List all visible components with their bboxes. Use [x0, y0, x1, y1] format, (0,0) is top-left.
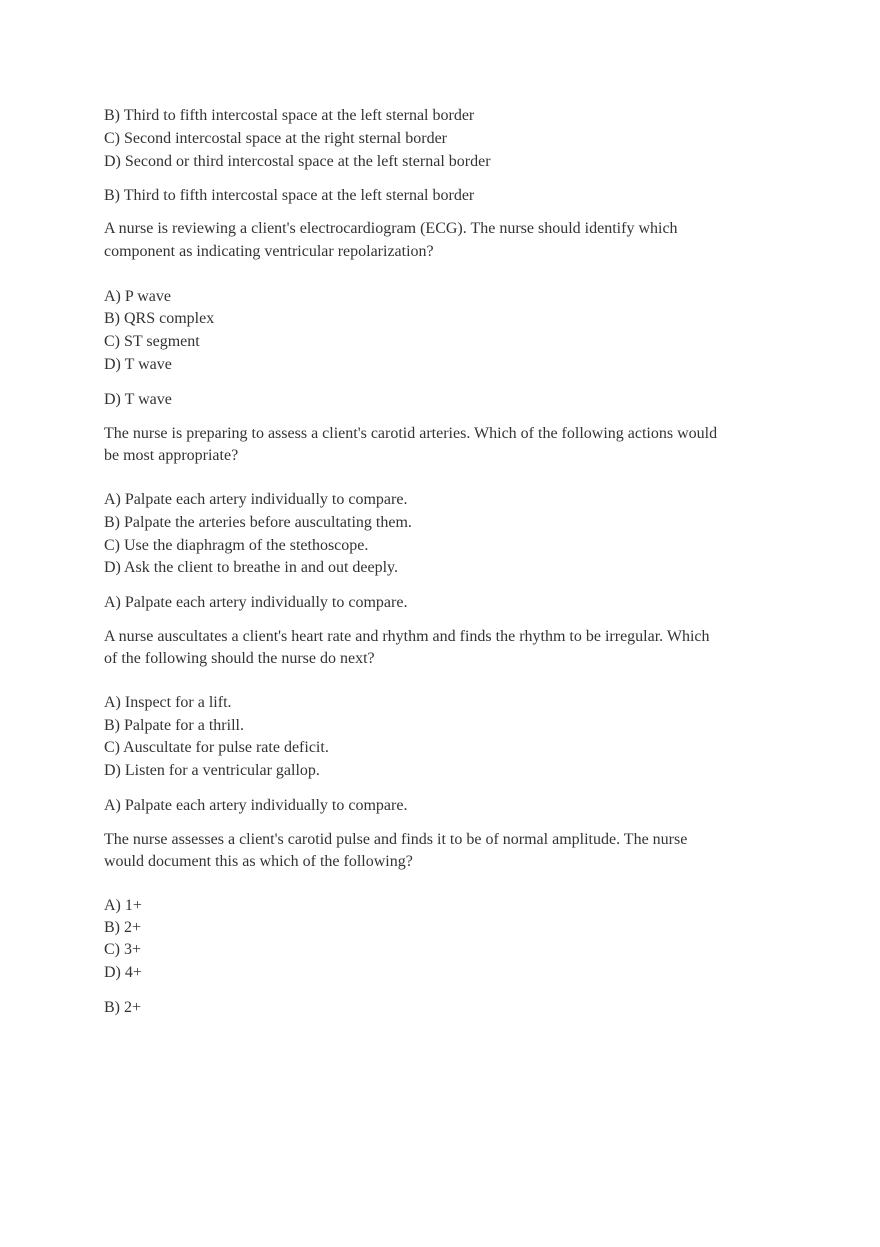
answer-line: A) Palpate each artery individually to compare. [104, 594, 408, 611]
question-stem-line: A nurse is reviewing a client's electrocardiogram (ECG). The nurse should identify which [104, 220, 678, 237]
option-a: A) Inspect for a lift. [104, 694, 232, 711]
question-stem-line: be most appropriate? [104, 447, 239, 464]
question-stem-line: The nurse is preparing to assess a client's carotid arteries. Which of the following actions would [104, 425, 718, 442]
question-stem-line: of the following should the nurse do next? [104, 650, 375, 667]
option-c: C) Second intercostal space at the right sternal border [104, 130, 447, 147]
option-d: D) Listen for a ventricular gallop. [104, 762, 320, 779]
option-b: B) Third to fifth intercostal space at the left sternal border [104, 107, 475, 124]
answer-line: B) 2+ [104, 999, 142, 1016]
question-stem-line: component as indicating ventricular repolarization? [104, 243, 434, 260]
answer-line: A) Palpate each artery individually to compare. [104, 797, 408, 814]
option-d: D) T wave [104, 356, 172, 373]
option-c: C) ST segment [104, 333, 200, 350]
question-stem-line: would document this as which of the following? [104, 853, 413, 870]
option-a: A) P wave [104, 288, 171, 305]
option-c: C) 3+ [104, 941, 142, 958]
option-c: C) Use the diaphragm of the stethoscope. [104, 537, 369, 554]
option-b: B) 2+ [104, 919, 142, 936]
answer-line: D) T wave [104, 391, 172, 408]
answer-line: B) Third to fifth intercostal space at the left sternal border [104, 187, 475, 204]
option-c: C) Auscultate for pulse rate deficit. [104, 739, 329, 756]
question-stem-line: A nurse auscultates a client's heart rate and rhythm and finds the rhythm to be irregular. Which [104, 628, 710, 645]
option-a: A) 1+ [104, 897, 142, 914]
option-b: B) QRS complex [104, 310, 215, 327]
option-a: A) Palpate each artery individually to compare. [104, 491, 408, 508]
question-stem-line: The nurse assesses a client's carotid pulse and finds it to be of normal amplitude. The nurse [104, 831, 688, 848]
option-b: B) Palpate the arteries before auscultating them. [104, 514, 412, 531]
option-b: B) Palpate for a thrill. [104, 717, 244, 734]
option-d: D) Second or third intercostal space at the left sternal border [104, 153, 491, 170]
option-d: D) Ask the client to breathe in and out deeply. [104, 559, 398, 576]
option-d: D) 4+ [104, 964, 142, 981]
